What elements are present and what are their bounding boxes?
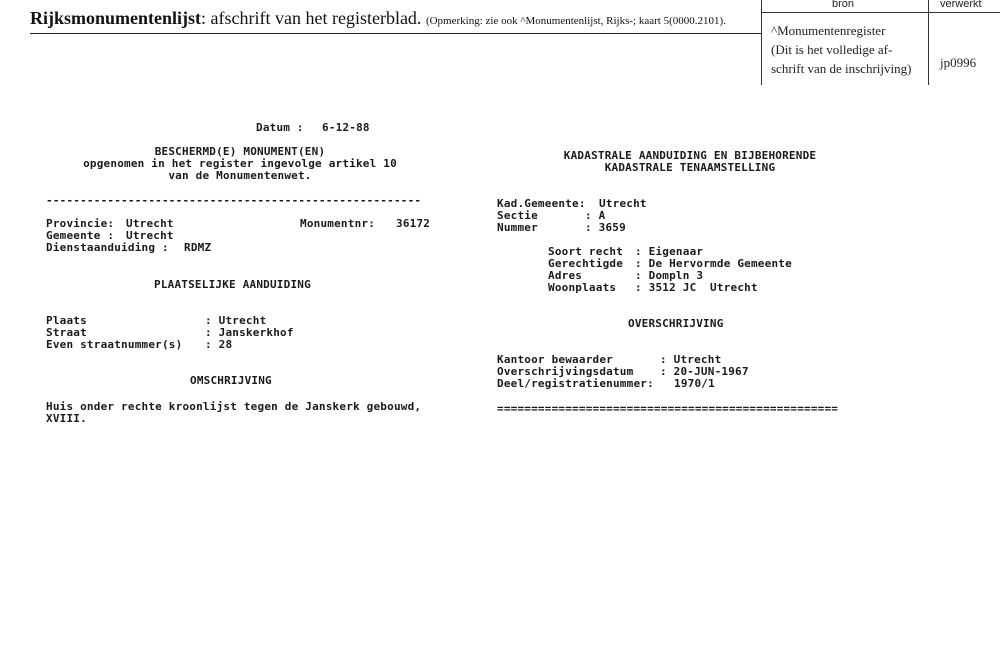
sectie-label: Sectie (497, 209, 538, 222)
kad-gemeente-value: Utrecht (599, 197, 647, 210)
datum-value: 6-12-88 (322, 121, 370, 134)
omschrijving-text: Huis onder rechte kroonlijst tegen de Janskerk gebouwd, (46, 400, 422, 413)
title-rest: : afschrift van het registerblad. (201, 8, 422, 28)
straat-value: : Janskerkhof (205, 326, 294, 339)
protected-heading: van de Monumentenwet. (168, 169, 312, 182)
title-note: (Opmerking: zie ook ^Monumentenlijst, Rijks-; kaart 5(0000.2101). (425, 15, 726, 27)
page-title (30, 8, 726, 29)
source-text (771, 21, 911, 78)
woonplaats-value: : 3512 JC Utrecht (635, 281, 758, 294)
separator-double: ================================================== (497, 402, 839, 415)
even-label: Even straatnummer(s) (46, 338, 183, 351)
monumentnr-value: 36172 (396, 217, 431, 230)
kadastrale-heading: KADASTRALE AANDUIDING EN BIJBEHORENDE (563, 149, 817, 162)
omschrijving-heading: OMSCHRIJVING (190, 374, 272, 387)
title-bold: Rijksmonumentenlijst (30, 8, 202, 28)
gerechtigde-value: : De Hervormde Gemeente (635, 257, 792, 270)
protected-heading: opgenomen in het register ingevolge artikel 10 (83, 157, 397, 170)
soort-value: : Eigenaar (635, 245, 704, 258)
kantoor-value: : Utrecht (660, 353, 722, 366)
plaats-label: Plaats (46, 314, 87, 327)
kad-gemeente-label: Kad.Gemeente: (497, 197, 586, 210)
kadastrale-heading: KADASTRALE TENAAMSTELLING (604, 161, 776, 174)
dienst-value: RDMZ (184, 241, 212, 254)
source-box-header-rule (761, 12, 1000, 13)
gerechtigde-label: Gerechtigde (548, 257, 624, 270)
overschrijving-heading: OVERSCHRIJVING (628, 317, 724, 330)
protected-heading: BESCHERMD(E) MONUMENT(EN) (154, 145, 326, 158)
plaats-value: : Utrecht (205, 314, 267, 327)
datum-label: Datum : (256, 121, 304, 134)
nummer-label: Nummer (497, 221, 538, 234)
deel-label: Deel/registratienummer: (497, 377, 654, 390)
source-col-bron: bron (832, 0, 855, 10)
monumentnr-label: Monumentnr: (300, 217, 376, 230)
omschrijving-text: XVIII. (46, 412, 87, 425)
source-code: jp0996 (940, 55, 977, 70)
deel-value: 1970/1 (674, 377, 715, 390)
overschrijvingsdatum-label: Overschrijvingsdatum (497, 365, 634, 378)
source-line: ^Monumentenregister (771, 23, 886, 38)
sectie-value: : A (585, 209, 606, 222)
woonplaats-label: Woonplaats (548, 281, 617, 294)
kantoor-label: Kantoor bewaarder (497, 353, 613, 366)
header-rule (30, 33, 762, 34)
adres-value: : Dompln 3 (635, 269, 704, 282)
source-col-verwerkt: verwerkt (940, 0, 982, 10)
even-value: : 28 (205, 338, 233, 351)
straat-label: Straat (46, 326, 87, 339)
plaatselijke-heading: PLAATSELIJKE AANDUIDING (154, 278, 311, 291)
source-line: schrift van de inschrijving) (771, 61, 912, 76)
nummer-value: : 3659 (585, 221, 626, 234)
adres-label: Adres (548, 269, 583, 282)
gemeente-label: Gemeente : (46, 229, 115, 242)
provincie-value: Utrecht (126, 217, 174, 230)
gemeente-value: Utrecht (126, 229, 174, 242)
separator-dashed: ------------------------------------------------------- (46, 194, 422, 207)
soort-label: Soort recht (548, 245, 624, 258)
overschrijvingsdatum-value: : 20-JUN-1967 (660, 365, 749, 378)
source-line: (Dit is het volledige af- (771, 42, 893, 57)
dienst-label: Dienstaanduiding : (46, 241, 169, 254)
provincie-label: Provincie: (46, 217, 115, 230)
